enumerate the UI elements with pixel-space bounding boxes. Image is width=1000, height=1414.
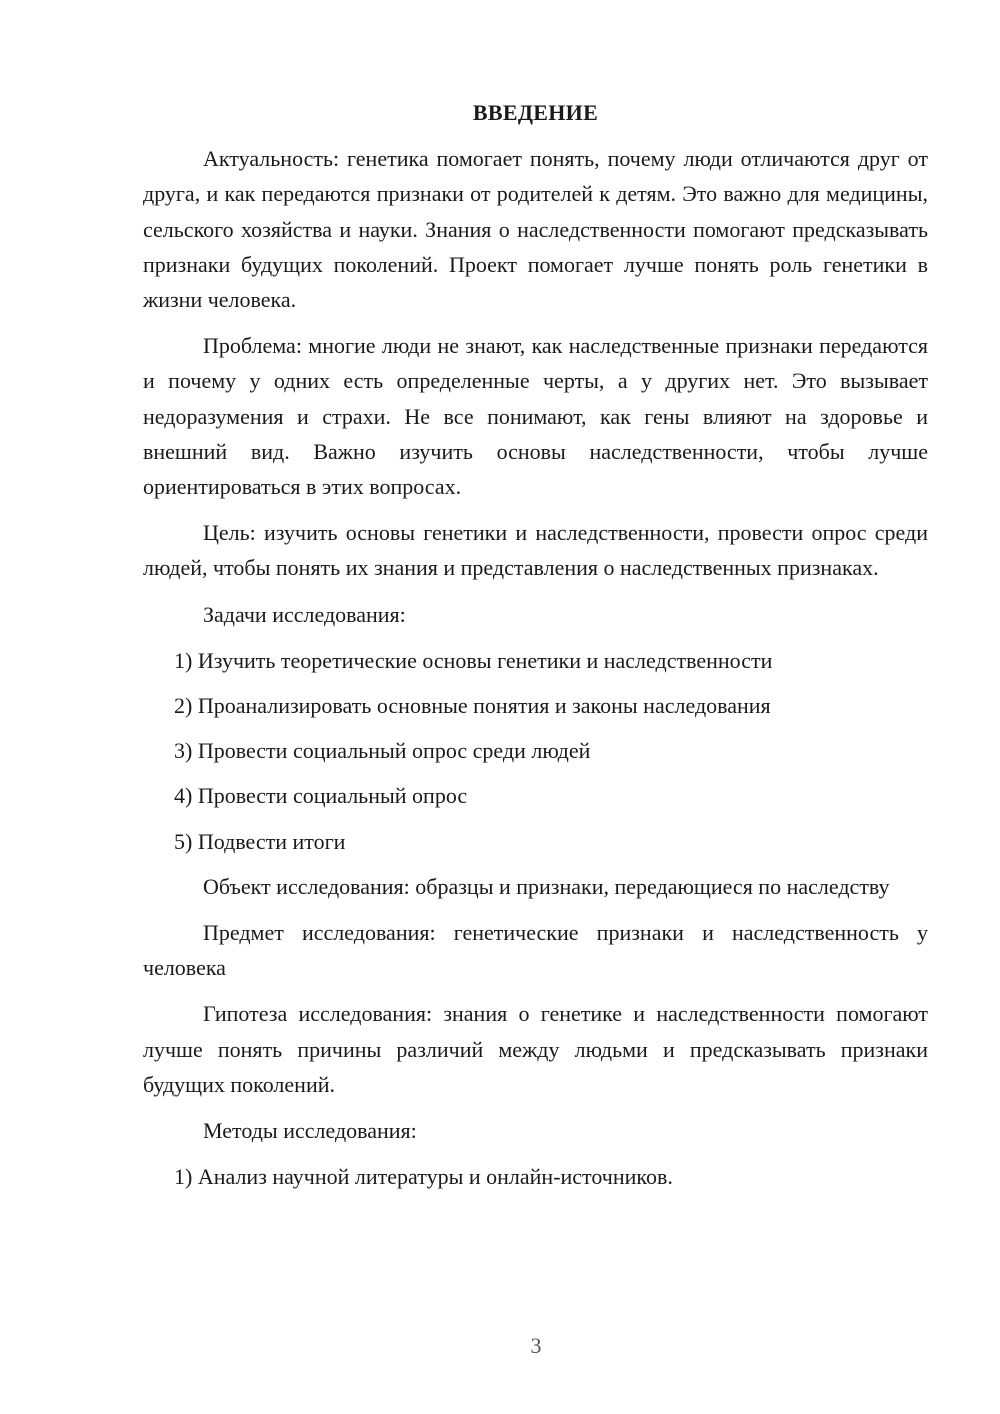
section-title: ВВЕДЕНИЕ bbox=[472, 100, 599, 125]
page-number: 3 bbox=[530, 1333, 542, 1358]
subject-paragraph: Предмет исследования: генетические признаки и наследственность у человека bbox=[143, 920, 928, 981]
list-item: 1) Изучить теоретические основы генетики и наследственности bbox=[174, 647, 773, 673]
relevance-paragraph: Актуальность: генетика помогает понять, почему люди отличаются друг от друга, и как передаются признаки от родителей к детям. Это важно для медицины, сельского хозяйства и науки. Знания о наследственности помогают предсказывать признаки будущих поколений. Проект помогает лучше понять роль генетики в жизни человека. bbox=[143, 146, 928, 313]
methods-heading: Методы исследования: bbox=[203, 1118, 417, 1144]
problem-paragraph: Проблема: многие люди не знают, как наследственные признаки передаются и почему у одних есть определенные черты, а у других нет. Это вызывает недоразумения и страхи. Не все понимают, как гены влияют на здоровье и внешний вид. Важно изучить основы наследственности, чтобы лучше ориентироваться в этих вопросах. bbox=[143, 333, 928, 500]
methods-list bbox=[143, 1159, 928, 1194]
document-page bbox=[143, 95, 928, 1204]
list-item: 4) Провести социальный опрос bbox=[174, 783, 468, 809]
list-item: 5) Подвести итоги bbox=[174, 828, 346, 854]
tasks-list bbox=[143, 643, 928, 859]
list-item: 1) Анализ научной литературы и онлайн-источников. bbox=[174, 1164, 673, 1190]
list-item: 2) Проанализировать основные понятия и законы наследования bbox=[174, 693, 771, 719]
hypothesis-paragraph: Гипотеза исследования: знания о генетике и наследственности помогают лучше понять причины различий между людьми и предсказывать признаки будущих поколений. bbox=[143, 1001, 928, 1097]
object-paragraph: Объект исследования: образцы и признаки, передающиеся по наследству bbox=[203, 873, 890, 899]
tasks-heading: Задачи исследования: bbox=[203, 601, 406, 627]
goal-paragraph: Цель: изучить основы генетики и наследственности, провести опрос среди людей, чтобы понять их знания и представления о наследственных признаках. bbox=[143, 520, 928, 581]
list-item: 3) Провести социальный опрос среди людей bbox=[174, 738, 591, 764]
